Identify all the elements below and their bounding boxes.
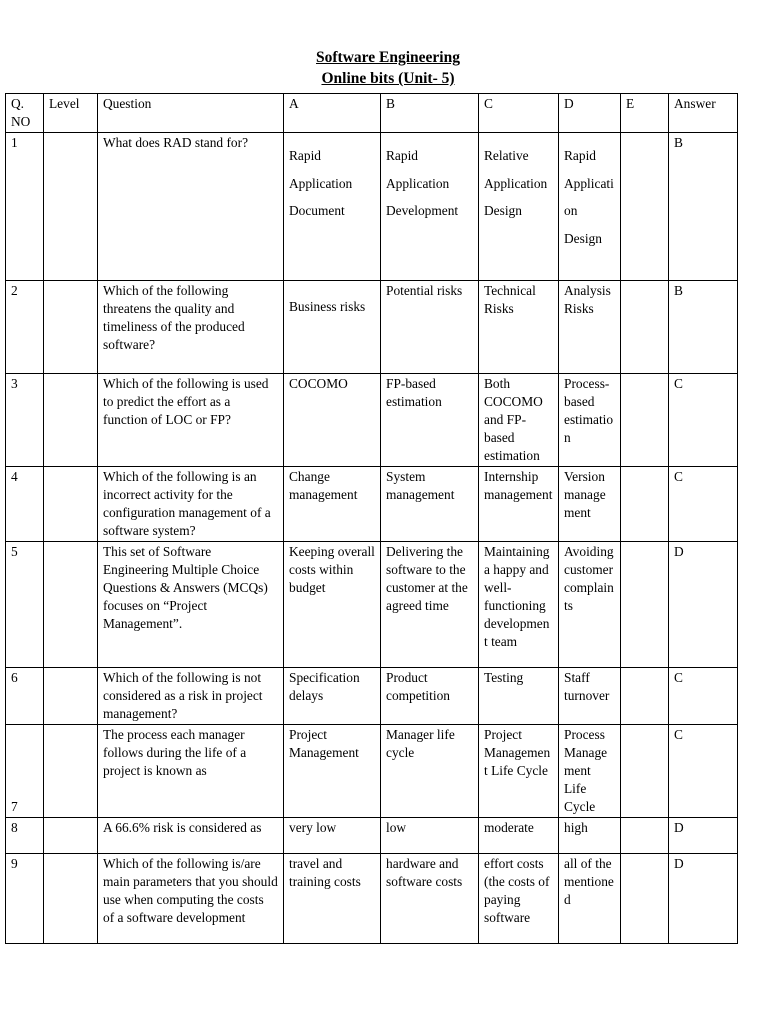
cell-option-c: Technical Risks (479, 281, 559, 374)
cell-level (44, 725, 98, 818)
cell-question: The process each manager follows during the life of a project is known as (98, 725, 284, 818)
cell-qno: 7 (6, 725, 44, 818)
cell-option-e (621, 133, 669, 281)
cell-qno: 6 (6, 668, 44, 725)
header-answer: Answer (669, 94, 738, 133)
cell-option-d: Process Management Life Cycle (559, 725, 621, 818)
cell-option-e (621, 281, 669, 374)
cell-option-b: Rapid Application Development (381, 133, 479, 281)
cell-answer: D (669, 818, 738, 854)
cell-option-a: travel and training costs (284, 854, 381, 944)
cell-option-c: moderate (479, 818, 559, 854)
cell-option-b: hardware and software costs (381, 854, 479, 944)
cell-option-c: Project Management Life Cycle (479, 725, 559, 818)
header-qno: Q. NO (6, 94, 44, 133)
cell-qno: 4 (6, 467, 44, 542)
cell-option-a: COCOMO (284, 374, 381, 467)
table-row (6, 467, 738, 542)
header-a: A (284, 94, 381, 133)
table-row (6, 818, 738, 854)
document-title: Software Engineering (316, 49, 460, 66)
cell-option-a: Project Management (284, 725, 381, 818)
cell-answer: B (669, 133, 738, 281)
cell-option-e (621, 374, 669, 467)
cell-option-c: Internship management (479, 467, 559, 542)
header-b: B (381, 94, 479, 133)
cell-answer: C (669, 374, 738, 467)
cell-qno: 1 (6, 133, 44, 281)
cell-option-a: very low (284, 818, 381, 854)
header-level: Level (44, 94, 98, 133)
cell-level (44, 467, 98, 542)
cell-option-d: Version management (559, 467, 621, 542)
cell-answer: C (669, 467, 738, 542)
cell-option-b: low (381, 818, 479, 854)
cell-answer: D (669, 542, 738, 668)
cell-option-b: System management (381, 467, 479, 542)
cell-level (44, 818, 98, 854)
table-row (6, 542, 738, 668)
cell-option-a: Change management (284, 467, 381, 542)
cell-option-d: all of the mentioned (559, 854, 621, 944)
cell-option-c: Testing (479, 668, 559, 725)
cell-option-e (621, 725, 669, 818)
cell-answer: B (669, 281, 738, 374)
cell-level (44, 133, 98, 281)
cell-option-d: high (559, 818, 621, 854)
cell-option-d: Analysis Risks (559, 281, 621, 374)
header-question: Question (98, 94, 284, 133)
cell-question: Which of the following is/are main parameters that you should use when computing the costs of a software development (98, 854, 284, 944)
cell-answer: C (669, 668, 738, 725)
table-row (6, 725, 738, 818)
table-row (6, 281, 738, 374)
cell-option-e (621, 467, 669, 542)
cell-level (44, 854, 98, 944)
mcq-table (5, 93, 738, 944)
cell-option-c: Relative Application Design (479, 133, 559, 281)
table-row (6, 374, 738, 467)
cell-qno: 8 (6, 818, 44, 854)
cell-answer: C (669, 725, 738, 818)
cell-question: A 66.6% risk is considered as (98, 818, 284, 854)
cell-question: Which of the following is an incorrect activity for the configuration management of a software system? (98, 467, 284, 542)
cell-option-b: FP-based estimation (381, 374, 479, 467)
table-row (6, 854, 738, 944)
cell-option-c: effort costs (the costs of paying software (479, 854, 559, 944)
cell-qno: 9 (6, 854, 44, 944)
cell-option-c: Both COCOMO and FP-based estimation (479, 374, 559, 467)
cell-option-b: Potential risks (381, 281, 479, 374)
header-c: C (479, 94, 559, 133)
cell-option-a: Specification delays (284, 668, 381, 725)
cell-option-d: Rapid Application Design (559, 133, 621, 281)
cell-option-b: Product competition (381, 668, 479, 725)
cell-option-b: Delivering the software to the customer at the agreed time (381, 542, 479, 668)
cell-option-e (621, 818, 669, 854)
table-header-row (6, 94, 738, 133)
cell-question: Which of the following threatens the quality and timeliness of the produced software? (98, 281, 284, 374)
cell-qno: 5 (6, 542, 44, 668)
table-row (6, 133, 738, 281)
cell-option-c: Maintaining a happy and well-functioning development team (479, 542, 559, 668)
cell-question: What does RAD stand for? (98, 133, 284, 281)
cell-option-d: Staff turnover (559, 668, 621, 725)
cell-option-a: Business risks (284, 281, 381, 374)
cell-level (44, 281, 98, 374)
cell-option-d: Process-based estimation (559, 374, 621, 467)
cell-level (44, 542, 98, 668)
cell-option-b: Manager life cycle (381, 725, 479, 818)
header-e: E (621, 94, 669, 133)
cell-option-e (621, 668, 669, 725)
document-subtitle: Online bits (Unit- 5) (321, 70, 455, 87)
cell-answer: D (669, 854, 738, 944)
cell-option-e (621, 854, 669, 944)
cell-question: Which of the following is not considered as a risk in project management? (98, 668, 284, 725)
cell-level (44, 668, 98, 725)
cell-qno: 3 (6, 374, 44, 467)
cell-option-a: Rapid Application Document (284, 133, 381, 281)
cell-option-d: Avoiding customer complaints (559, 542, 621, 668)
cell-qno: 2 (6, 281, 44, 374)
cell-question: Which of the following is used to predict the effort as a function of LOC or FP? (98, 374, 284, 467)
cell-level (44, 374, 98, 467)
table-row (6, 668, 738, 725)
cell-question: This set of Software Engineering Multiple Choice Questions & Answers (MCQs) focuses on “Project Management”. (98, 542, 284, 668)
cell-option-a: Keeping overall costs within budget (284, 542, 381, 668)
header-d: D (559, 94, 621, 133)
cell-option-e (621, 542, 669, 668)
